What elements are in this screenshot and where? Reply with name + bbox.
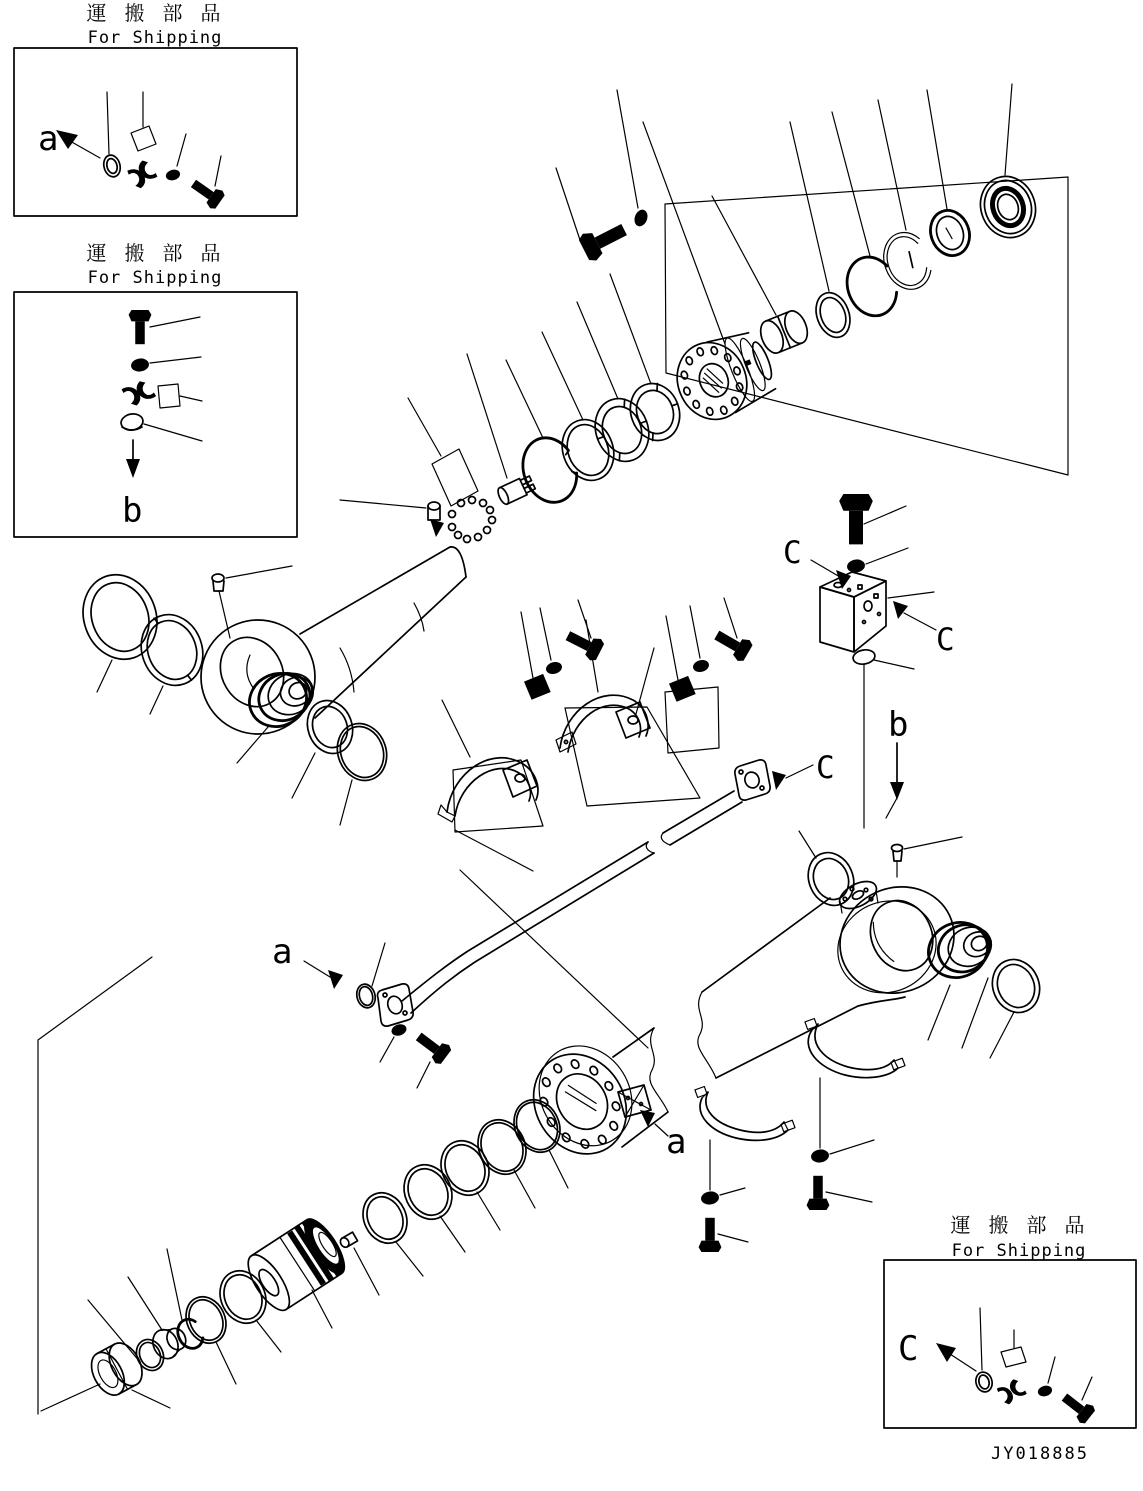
cylinder-pipe xyxy=(402,791,742,1013)
marker-a-box: a xyxy=(38,119,59,159)
arrow-b-tube xyxy=(890,782,904,800)
pipe-clamp-bolt-1 xyxy=(562,625,605,663)
ring-rod-1 xyxy=(554,412,622,487)
shipping-box-c-title-jp: 運 搬 部 品 xyxy=(950,1213,1088,1237)
piston-ring-small xyxy=(131,1335,168,1375)
buffer-ring xyxy=(924,205,975,261)
o-ring-shipping-c xyxy=(974,1370,995,1393)
piston-group-frame xyxy=(38,957,152,1414)
shipping-box-c-title-en: For Shipping xyxy=(951,1241,1087,1261)
dust-wiper-seal xyxy=(972,169,1044,246)
clamp-position-frame-3 xyxy=(665,687,719,753)
cylinder-head-group xyxy=(556,84,1068,475)
valve-bolt xyxy=(839,494,873,544)
lock-pin xyxy=(428,502,440,520)
tube-clamp-strap-right xyxy=(805,1019,905,1078)
bolt-shipping-c xyxy=(1058,1389,1097,1426)
rod-bushing xyxy=(85,1337,149,1400)
drawing-number: JY018885 xyxy=(991,1444,1089,1464)
marker-c-pipe: C xyxy=(816,750,835,786)
head-bushing xyxy=(756,308,811,357)
holding-valve-block xyxy=(820,572,886,652)
shipping-box-a xyxy=(14,1,297,216)
shipping-box-b-title-en: For Shipping xyxy=(87,268,223,288)
buffer-ring-split xyxy=(876,227,935,296)
marker-c-valve-left: C xyxy=(783,535,802,571)
shipping-box-a-title-en: For Shipping xyxy=(87,28,223,48)
clamp-callout-box-b xyxy=(158,384,180,408)
snap-ring-shipping-a xyxy=(101,153,122,178)
marker-b-tube: b xyxy=(888,705,909,745)
pipe-clamp-washer-1 xyxy=(545,660,564,675)
piston-seal-ring-d xyxy=(469,1112,534,1182)
washer-shipping-b xyxy=(130,357,150,372)
piston-pin xyxy=(339,1232,358,1249)
pipe-flange-lower xyxy=(378,984,414,1026)
marker-a-pipe: a xyxy=(272,932,293,972)
washer-shipping-a xyxy=(165,168,182,182)
pipe-clamp-bolt-2 xyxy=(711,625,754,664)
clamp-callout-box-c xyxy=(1001,1347,1026,1367)
pipe-clamp-block-1 xyxy=(523,673,551,700)
pipe-clamp-block-2 xyxy=(668,675,696,702)
shipping-box-b-frame xyxy=(14,292,297,537)
arrow-c-box xyxy=(936,1343,956,1362)
arrow-c-pipe xyxy=(772,771,786,790)
grease-fitting-rod-eye xyxy=(212,574,230,638)
piston xyxy=(240,1213,351,1316)
tube-clamp-bolt-right xyxy=(807,1176,830,1210)
shipping-box-b xyxy=(14,241,297,537)
arrow-a-pipe xyxy=(328,970,343,989)
shipping-box-b-title-jp: 運 搬 部 品 xyxy=(86,241,224,265)
snap-ring-piston xyxy=(514,431,584,510)
bolt-shipping-b xyxy=(129,310,152,344)
holding-valve-group xyxy=(783,494,955,828)
pipe-clamp-washer-2 xyxy=(692,658,711,673)
valve-mount-pad xyxy=(835,876,881,914)
piston-seal-ring-c xyxy=(432,1133,497,1203)
tube-clevis-eye xyxy=(819,868,972,1013)
washer-shipping-c xyxy=(1037,1384,1054,1398)
marker-b-box: b xyxy=(122,491,143,531)
clamp-position-frame-2 xyxy=(565,707,700,806)
shipping-box-c xyxy=(884,1213,1136,1464)
pipe-clamp-arch-2 xyxy=(556,695,650,752)
piston-ring-2 xyxy=(212,1263,275,1331)
tube-clamp-washer-left xyxy=(700,1190,720,1205)
piston-seal-ring-b xyxy=(395,1157,460,1227)
cylinder-head-gland xyxy=(666,322,782,430)
marker-c-box: C xyxy=(898,1329,919,1369)
rod-seal-row xyxy=(340,274,687,543)
dust-seal-tube-eye xyxy=(800,846,861,913)
valve-washer xyxy=(846,558,866,573)
cap-plug-shipping-b xyxy=(120,412,144,432)
piston-seal-ring-a xyxy=(355,1186,415,1251)
cylinder-head-bolt xyxy=(577,216,631,263)
pipe-o-ring-lower xyxy=(354,982,378,1010)
shipping-box-a-title-jp: 運 搬 部 品 xyxy=(86,1,224,25)
tube-clamp-bolt-left xyxy=(699,1218,722,1252)
piston-rod-group xyxy=(71,547,466,825)
arrow-pin-insert xyxy=(430,519,444,537)
clamp-callout-box-a xyxy=(131,126,156,151)
marker-c-valve-right: C xyxy=(936,622,955,658)
cylinder-head-washer xyxy=(632,208,649,228)
arrow-b-box xyxy=(126,459,140,478)
pipe-flange-bolt xyxy=(412,1027,453,1066)
tube-clamp-washer-right xyxy=(810,1148,830,1163)
seal-ring-tube-eye xyxy=(985,952,1048,1019)
bolt-shipping-a xyxy=(187,175,226,211)
rod-eye-bushing xyxy=(241,661,323,736)
piping-group xyxy=(272,598,835,1088)
grease-fitting-tube-eye xyxy=(892,845,903,878)
arrow-a-box xyxy=(56,130,78,149)
piston-group xyxy=(38,957,568,1414)
arrow-c-valve-right xyxy=(893,601,908,619)
tube-clamp-strap-left xyxy=(695,1087,795,1141)
piston-seal-ring-e xyxy=(506,1092,569,1160)
pipe-flange-upper xyxy=(735,760,770,800)
dust-seal-rod-eye xyxy=(71,564,168,669)
marker-a-tube: a xyxy=(666,1122,687,1162)
